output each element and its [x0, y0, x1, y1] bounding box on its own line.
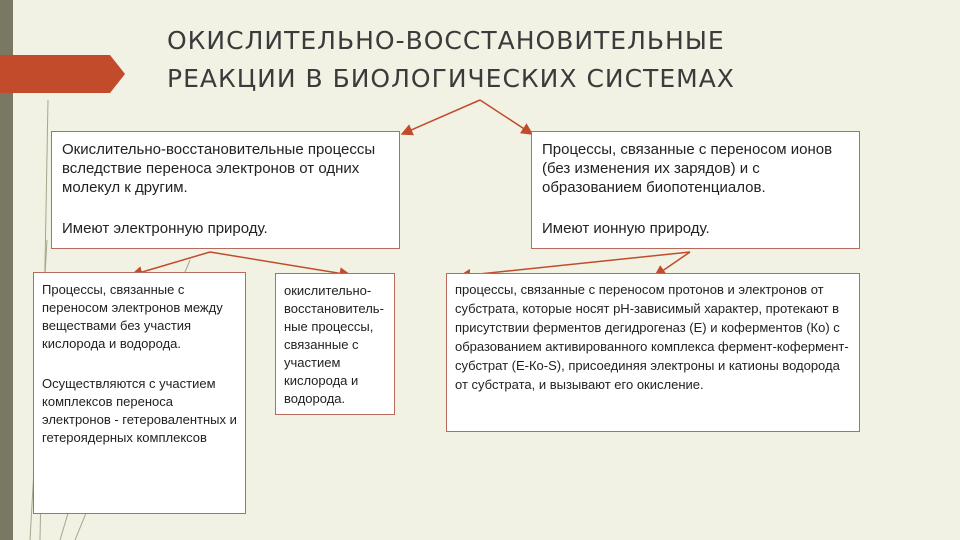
ion-transfer-description: Процессы, связанные с переносом ионов (без изменения их зарядов) и с образованием биопотенциалов. [542, 141, 833, 196]
electron-transfer-box [51, 131, 400, 249]
electron-transfer-description: Окислительно-восстановительные процессы вследствие переноса электронов от одних молекул к другим. [62, 141, 376, 196]
no-oxygen-description: Процессы, связанные с переносом электронов между веществами без участия кислорода и водорода. [42, 282, 223, 351]
electron-nature-label: Имеют электронную природу. [62, 220, 268, 237]
oxygen-hydrogen-description: окислительно-восстановитель-ные процессы, связанные с участием кислорода и водорода. [284, 283, 384, 406]
oxygen-hydrogen-processes-box [275, 273, 395, 415]
proton-electron-description: процессы, связанные с переносом протонов и электронов от субстрата, которые носят pH-зависимый характер, протекают в присутствии ферментов дегидрогеназ (Е) и коферментов (Ко) с образованием активированного комплекса фермент-кофермент-субстрат (Е-Ко-S), присоединяя электроны и катионы водорода от субстрата, и вызывают его окисление. [455, 282, 849, 392]
page-title [167, 22, 927, 98]
ionic-nature-label: Имеют ионную природу. [542, 220, 710, 237]
proton-electron-transfer-box [446, 273, 860, 432]
title-marker-arrow [0, 55, 125, 93]
no-oxygen-processes-box [33, 272, 246, 514]
ion-transfer-box [531, 131, 860, 249]
no-oxygen-detail: Осуществляются с участием комплексов переноса электронов - гетеровалентных и гетероядерных комплексов [42, 376, 237, 445]
title-line-2: РЕАКЦИИ В БИОЛОГИЧЕСКИХ СИСТЕМАХ [167, 64, 735, 93]
title-line-1: ОКИСЛИТЕЛЬНО-ВОССТАНОВИТЕЛЬНЫЕ [167, 26, 725, 55]
